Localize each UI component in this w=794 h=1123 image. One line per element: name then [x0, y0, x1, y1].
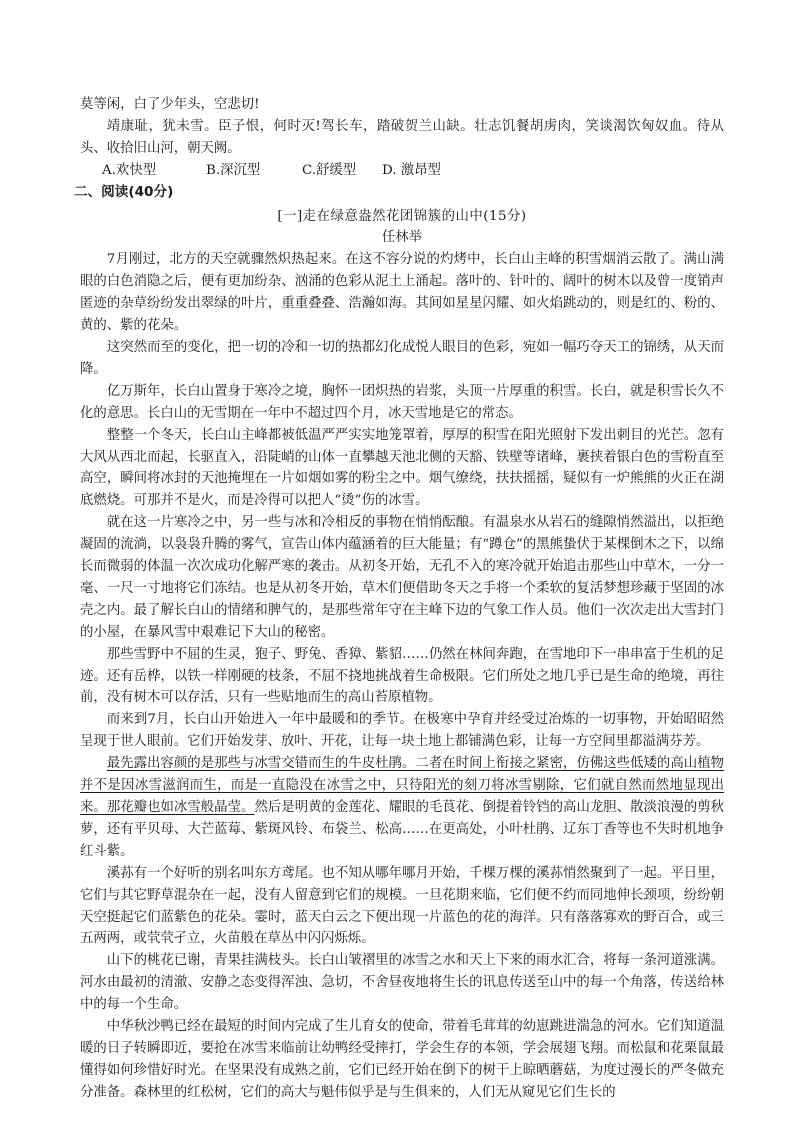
paragraph-8-rest: 然后是明黄的金莲花、耀眼的毛茛花、倒提着铃铛的高山龙胆、散淡浪漫的剪秋萝，还有平贝母、大芒蓝莓、紫斑风铃、布袋兰、松高……在更高处，小叶杜鹃、辽东丁香等也不失时机地争红斗紫。 — [80, 800, 725, 859]
option-d[interactable]: D. 激昂型 — [382, 162, 441, 178]
underlined-passage: 最先露出容颜的是那些与冰雪交错而生的牛皮杜鹃。二者在时间上衔接之紧密，仿佛这些低矮的高山植物并不是因冰雪滋润而生，而是一直隐没在冰雪之中，只待阳光的刻刀将冰雪剔除，它们就自然而然地显现出来。那花瓣也如冰雪般晶莹。 — [80, 756, 724, 815]
poem-tail-line: 莫等闲，白了少年头，空悲切! — [80, 97, 260, 112]
paragraph-5: 就在这一片寒冷之中，另一些与冰和冷相反的事物在悄悄酝酿。有温泉水从岩石的缝隙悄然溢出，以拒绝凝固的流淌，以袅袅升腾的雾气，宣告山体内蕴涵着的巨大能量；有“蹲仓”的黑熊蛰伏于某棵倒木之下，以绵长而微弱的体温一次次成功化解严寒的袭击。从初冬开始，无孔不入的寒冷就开始追击那些山中草木，一分一毫、一尺一寸地将它们冻结。也是从初冬开始，草木们便借助冬天之手将一个柔软的复活梦想珍藏于坚固的冰壳之内。最了解长白山的情绪和脾气的，是那些常年守在主峰下边的气象工作人员。他们一次次走出大雪封门的小屋，在暴风雪中艰难记下大山的秘密。 — [80, 515, 724, 640]
option-b[interactable]: B.深沉型 — [206, 162, 261, 178]
article-title: [一]走在绿意盎然花团锦簇的山中(15分) — [277, 208, 527, 224]
paragraph-1: 7月刚过，北方的天空就骤然炽热起来。在这不容分说的灼烤中，长白山主峰的积雪烟消云散了。满山满眼的白色消隐之后，便有更加纷杂、汹涌的色彩从泥土上涌起。落叶的、针叶的、阔叶的树木以及曾一度销声匿迹的杂草纷纷发出翠绿的叶片，重重叠叠、浩瀚如海。其间如星星闪耀、如火焰跳动的，则是红的、粉的、黄的、紫的花朵。 — [80, 252, 724, 334]
paragraph-6: 那些雪野中不屈的生灵，狍子、野兔、香獐、紫貂……仍然在林间奔跑，在雪地印下一串串富于生机的足迹。还有岳桦，以铁一样刚硬的枝条，不屈不挠地挑战着生命极限。它们所处之地几乎已是生命的绝境，再往前，没有树木可以存活，只有一些贴地而生的高山苔原植物。 — [80, 646, 724, 706]
answer-options — [80, 160, 724, 182]
paragraph-3: 亿万斯年，长白山置身于寒冷之境，胸怀一团炽热的岩浆，头顶一片厚重的积雪。长白，就是积雪长久不化的意思。长白山的无雪期在一年中不超过四个月，冰天雪地是它的常态。 — [80, 383, 724, 421]
paragraph-11: 中华秋沙鸭已经在最短的时间内完成了生儿育女的使命，带着毛茸茸的幼崽跳进湍急的河水。它们知道温暖的日子转瞬即近，要抢在冰雪来临前让幼鸭经受摔打，学会生存的本领，学会展翅飞翔。而松鼠和花栗鼠最懂得如何珍惜好时光。在坚果没有成熟之前，它们已经开始在倒下的树干上晾晒蘑菇，为度过漫长的严冬做充分准备。森林里的红松树，它们的高大与魁伟似乎是与生俱来的，人们无从窥见它们生长的 — [80, 1019, 724, 1100]
article-author: 任林举 — [381, 230, 423, 246]
paragraph-4: 整整一个冬天，长白山主峰都被低温严严实实地笼罩着，厚厚的积雪在阳光照射下发出刺目的光芒。忽有大风从西北而起，长驱直入，沿陡峭的山体一直攀越天池北侧的天豁、铁壁等诸峰，裹挟着银白色的雪粉直至高空，瞬间将冰封的天池掩埋在一片如烟如雾的粉尘之中。烟气缭绕，扶扶摇摇，疑似有一炉熊熊的火正在湖底燃烧。可那并不是火，而是冷得可以把人“烫”伤的冰雪。 — [80, 427, 724, 509]
section-heading: 二、阅读(40分) — [74, 183, 174, 200]
paragraph-8 — [80, 753, 724, 863]
paragraph-7: 而来到7月，长白山开始进入一年中最暖和的季节。在极寒中孕育并经受过冶炼的一切事物，开始昭昭然呈现于世人眼前。它们开始发芽、放叶、开花，让每一块土地上都铺满色彩，让每一方空间里都溢满芬芳。 — [80, 712, 724, 750]
poem-stanza: 靖康耻，犹未雪。臣子恨，何时灭!驾长车，踏破贺兰山缺。壮志饥餐胡虏肉，笑谈渴饮匈奴血。待从头、收拾旧山河，朝天阙。 — [80, 118, 724, 156]
option-c[interactable]: C.舒缓型 — [302, 162, 357, 178]
option-a[interactable]: A.欢快型 — [102, 162, 157, 178]
paragraph-10: 山下的桃花已谢，青果挂满枝头。长白山皱褶里的冰雪之水和天上下来的雨水汇合，将每一条河道涨满。河水由最初的清澈、安静之态变得浑浊、急切，不舍昼夜地将生长的讯息传送至山中的每一个角落，传送给林中的每一个生命。 — [80, 953, 724, 1013]
paragraph-9: 溪荪有一个好听的别名叫东方鸢尾。也不知从哪年哪月开始，千棵万棵的溪荪悄然聚到了一起。平日里，它们与其它野草混杂在一起，没有人留意到它们的规模。一旦花期来临，它们便不约而同地伸长颈项，纷纷朝天空挺起它们蓝紫色的花朵。霎时，蓝天白云之下便出现一片蓝色的花的海洋。只有落落寡欢的野百合，或三五两两，或茕茕孑立，火苗般在草丛中闪闪烁烁。 — [80, 865, 724, 947]
paragraph-2: 这突然而至的变化，把一切的冷和一切的热都幻化成悦人眼目的色彩，宛如一幅巧夺天工的锦绣，从天而降。 — [80, 339, 724, 377]
